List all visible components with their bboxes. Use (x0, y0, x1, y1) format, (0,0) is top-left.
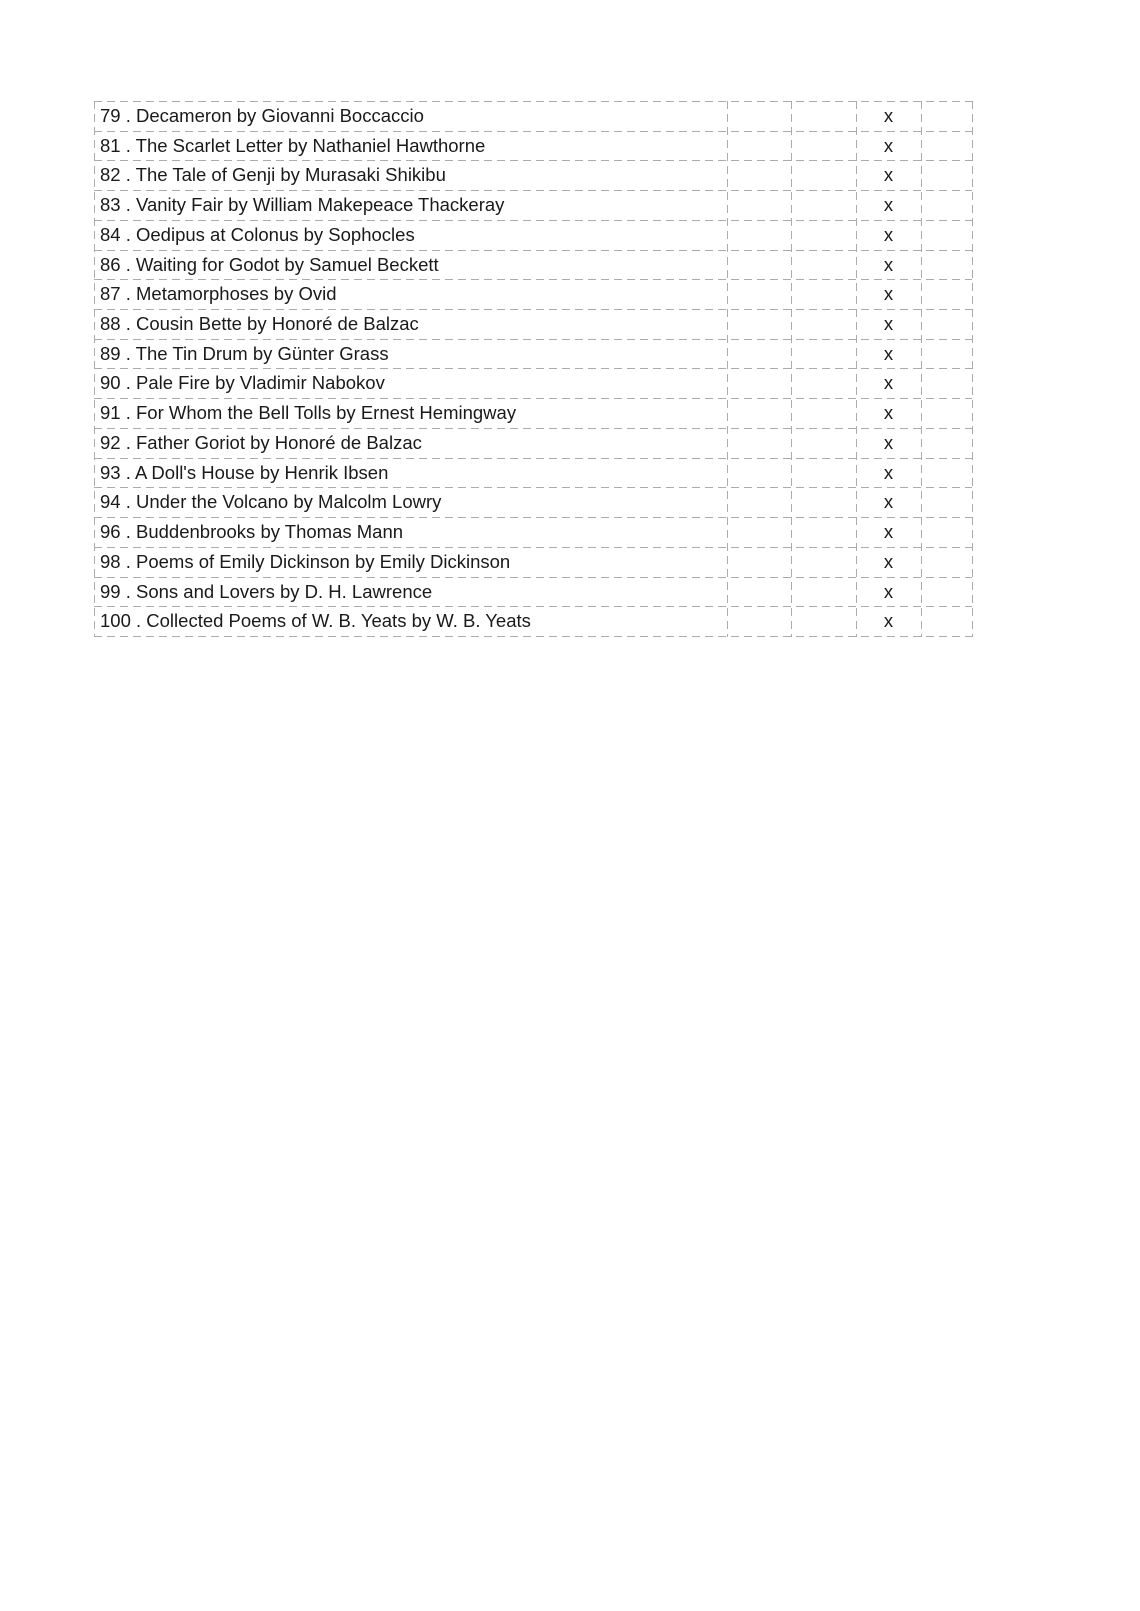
grid-hline (94, 398, 972, 399)
table-row (94, 279, 972, 309)
grid-hline (94, 517, 972, 518)
empty-cell (921, 190, 972, 220)
table-row (94, 517, 972, 547)
table-row (94, 220, 972, 250)
grid-hline (94, 131, 972, 132)
empty-cell (921, 487, 972, 517)
empty-cell (791, 220, 856, 250)
empty-cell (791, 547, 856, 577)
book-title-cell: 94 . Under the Volcano by Malcolm Lowry (100, 491, 442, 513)
book-title-cell: 96 . Buddenbrooks by Thomas Mann (100, 521, 404, 543)
empty-cell (791, 250, 856, 280)
mark-cell: x (883, 580, 894, 602)
grid-hline (94, 190, 972, 191)
mark-cell: x (883, 134, 894, 156)
empty-cell (921, 101, 972, 131)
empty-cell (791, 131, 856, 161)
grid-hline (94, 606, 972, 607)
book-title-cell: 81 . The Scarlet Letter by Nathaniel Hawthorne (100, 134, 486, 156)
grid-hline (94, 339, 972, 340)
empty-cell (727, 131, 791, 161)
book-title-cell: 100 . Collected Poems of W. B. Yeats by W. B. Yeats (100, 610, 531, 632)
empty-cell (727, 428, 791, 458)
empty-cell (727, 190, 791, 220)
book-title-cell: 82 . The Tale of Genji by Murasaki Shikibu (100, 164, 446, 186)
mark-cell: x (883, 164, 894, 186)
book-title-cell: 87 . Metamorphoses by Ovid (100, 283, 337, 305)
table-row (94, 606, 972, 636)
book-title-cell: 88 . Cousin Bette by Honoré de Balzac (100, 313, 419, 335)
empty-cell (791, 606, 856, 636)
mark-cell: x (883, 342, 894, 364)
book-title-cell: 98 . Poems of Emily Dickinson by Emily Dickinson (100, 550, 511, 572)
empty-cell (727, 220, 791, 250)
grid-vline (791, 101, 792, 637)
empty-cell (727, 339, 791, 369)
mark-cell: x (883, 283, 894, 305)
empty-cell (921, 250, 972, 280)
book-title-cell: 93 . A Doll's House by Henrik Ibsen (100, 461, 389, 483)
empty-cell (727, 577, 791, 607)
empty-cell (791, 458, 856, 488)
table-row (94, 458, 972, 488)
table-row (94, 131, 972, 161)
empty-cell (727, 547, 791, 577)
empty-cell (791, 577, 856, 607)
grid-vline (94, 101, 95, 637)
empty-cell (791, 398, 856, 428)
empty-cell (921, 309, 972, 339)
book-title-cell: 99 . Sons and Lovers by D. H. Lawrence (100, 580, 433, 602)
empty-cell (791, 368, 856, 398)
grid-vline (921, 101, 922, 637)
empty-cell (921, 547, 972, 577)
mark-cell: x (883, 105, 894, 126)
empty-cell (791, 101, 856, 131)
empty-cell (791, 487, 856, 517)
empty-cell (921, 220, 972, 250)
empty-cell (921, 398, 972, 428)
grid-hline (94, 577, 972, 578)
table-row (94, 101, 972, 131)
book-title-cell: 89 . The Tin Drum by Günter Grass (100, 342, 389, 364)
mark-cell: x (883, 372, 894, 394)
grid-hline (94, 279, 972, 280)
mark-cell: x (883, 550, 894, 572)
table-row (94, 160, 972, 190)
table-row (94, 577, 972, 607)
book-title-cell: 92 . Father Goriot by Honoré de Balzac (100, 431, 422, 453)
empty-cell (727, 101, 791, 131)
book-title-cell: 86 . Waiting for Godot by Samuel Beckett (100, 253, 439, 275)
mark-cell: x (883, 313, 894, 335)
empty-cell (727, 487, 791, 517)
book-title-cell: 83 . Vanity Fair by William Makepeace Thackeray (100, 194, 505, 216)
empty-cell (727, 517, 791, 547)
mark-cell: x (883, 521, 894, 543)
grid-hline (94, 636, 972, 637)
empty-cell (791, 160, 856, 190)
table-row (94, 339, 972, 369)
empty-cell (727, 458, 791, 488)
mark-cell: x (883, 461, 894, 483)
book-title-cell: 79 . Decameron by Giovanni Boccaccio (100, 105, 424, 126)
mark-cell: x (883, 402, 894, 424)
grid-hline (94, 101, 972, 102)
empty-cell (921, 428, 972, 458)
grid-hline (94, 487, 972, 488)
empty-cell (921, 279, 972, 309)
book-title-cell: 90 . Pale Fire by Vladimir Nabokov (100, 372, 385, 394)
grid-hline (94, 428, 972, 429)
grid-vline (727, 101, 728, 637)
empty-cell (791, 339, 856, 369)
grid-hline (94, 250, 972, 251)
empty-cell (921, 458, 972, 488)
mark-cell: x (883, 491, 894, 513)
table-row (94, 250, 972, 280)
table-row (94, 547, 972, 577)
mark-cell: x (883, 194, 894, 216)
table-row (94, 487, 972, 517)
empty-cell (921, 368, 972, 398)
grid-hline (94, 547, 972, 548)
empty-cell (727, 160, 791, 190)
empty-cell (791, 517, 856, 547)
empty-cell (921, 160, 972, 190)
table-row (94, 309, 972, 339)
empty-cell (921, 517, 972, 547)
empty-cell (921, 606, 972, 636)
book-title-cell: 84 . Oedipus at Colonus by Sophocles (100, 223, 415, 245)
book-title-cell: 91 . For Whom the Bell Tolls by Ernest Hemingway (100, 402, 517, 424)
empty-cell (921, 339, 972, 369)
mark-cell: x (883, 223, 894, 245)
empty-cell (791, 428, 856, 458)
empty-cell (791, 309, 856, 339)
table-row (94, 190, 972, 220)
empty-cell (727, 368, 791, 398)
table-row (94, 398, 972, 428)
empty-cell (727, 279, 791, 309)
mark-cell: x (883, 431, 894, 453)
table-row (94, 368, 972, 398)
empty-cell (727, 309, 791, 339)
grid-vline (856, 101, 857, 637)
empty-cell (791, 190, 856, 220)
mark-cell: x (883, 610, 894, 632)
empty-cell (727, 250, 791, 280)
mark-cell: x (883, 253, 894, 275)
empty-cell (727, 606, 791, 636)
table-row (94, 428, 972, 458)
empty-cell (921, 131, 972, 161)
empty-cell (727, 398, 791, 428)
books-table (94, 101, 972, 637)
grid-hline (94, 368, 972, 369)
grid-vline (972, 101, 973, 637)
empty-cell (921, 577, 972, 607)
grid-hline (94, 458, 972, 459)
grid-hline (94, 160, 972, 161)
grid-hline (94, 220, 972, 221)
grid-hline (94, 309, 972, 310)
empty-cell (791, 279, 856, 309)
